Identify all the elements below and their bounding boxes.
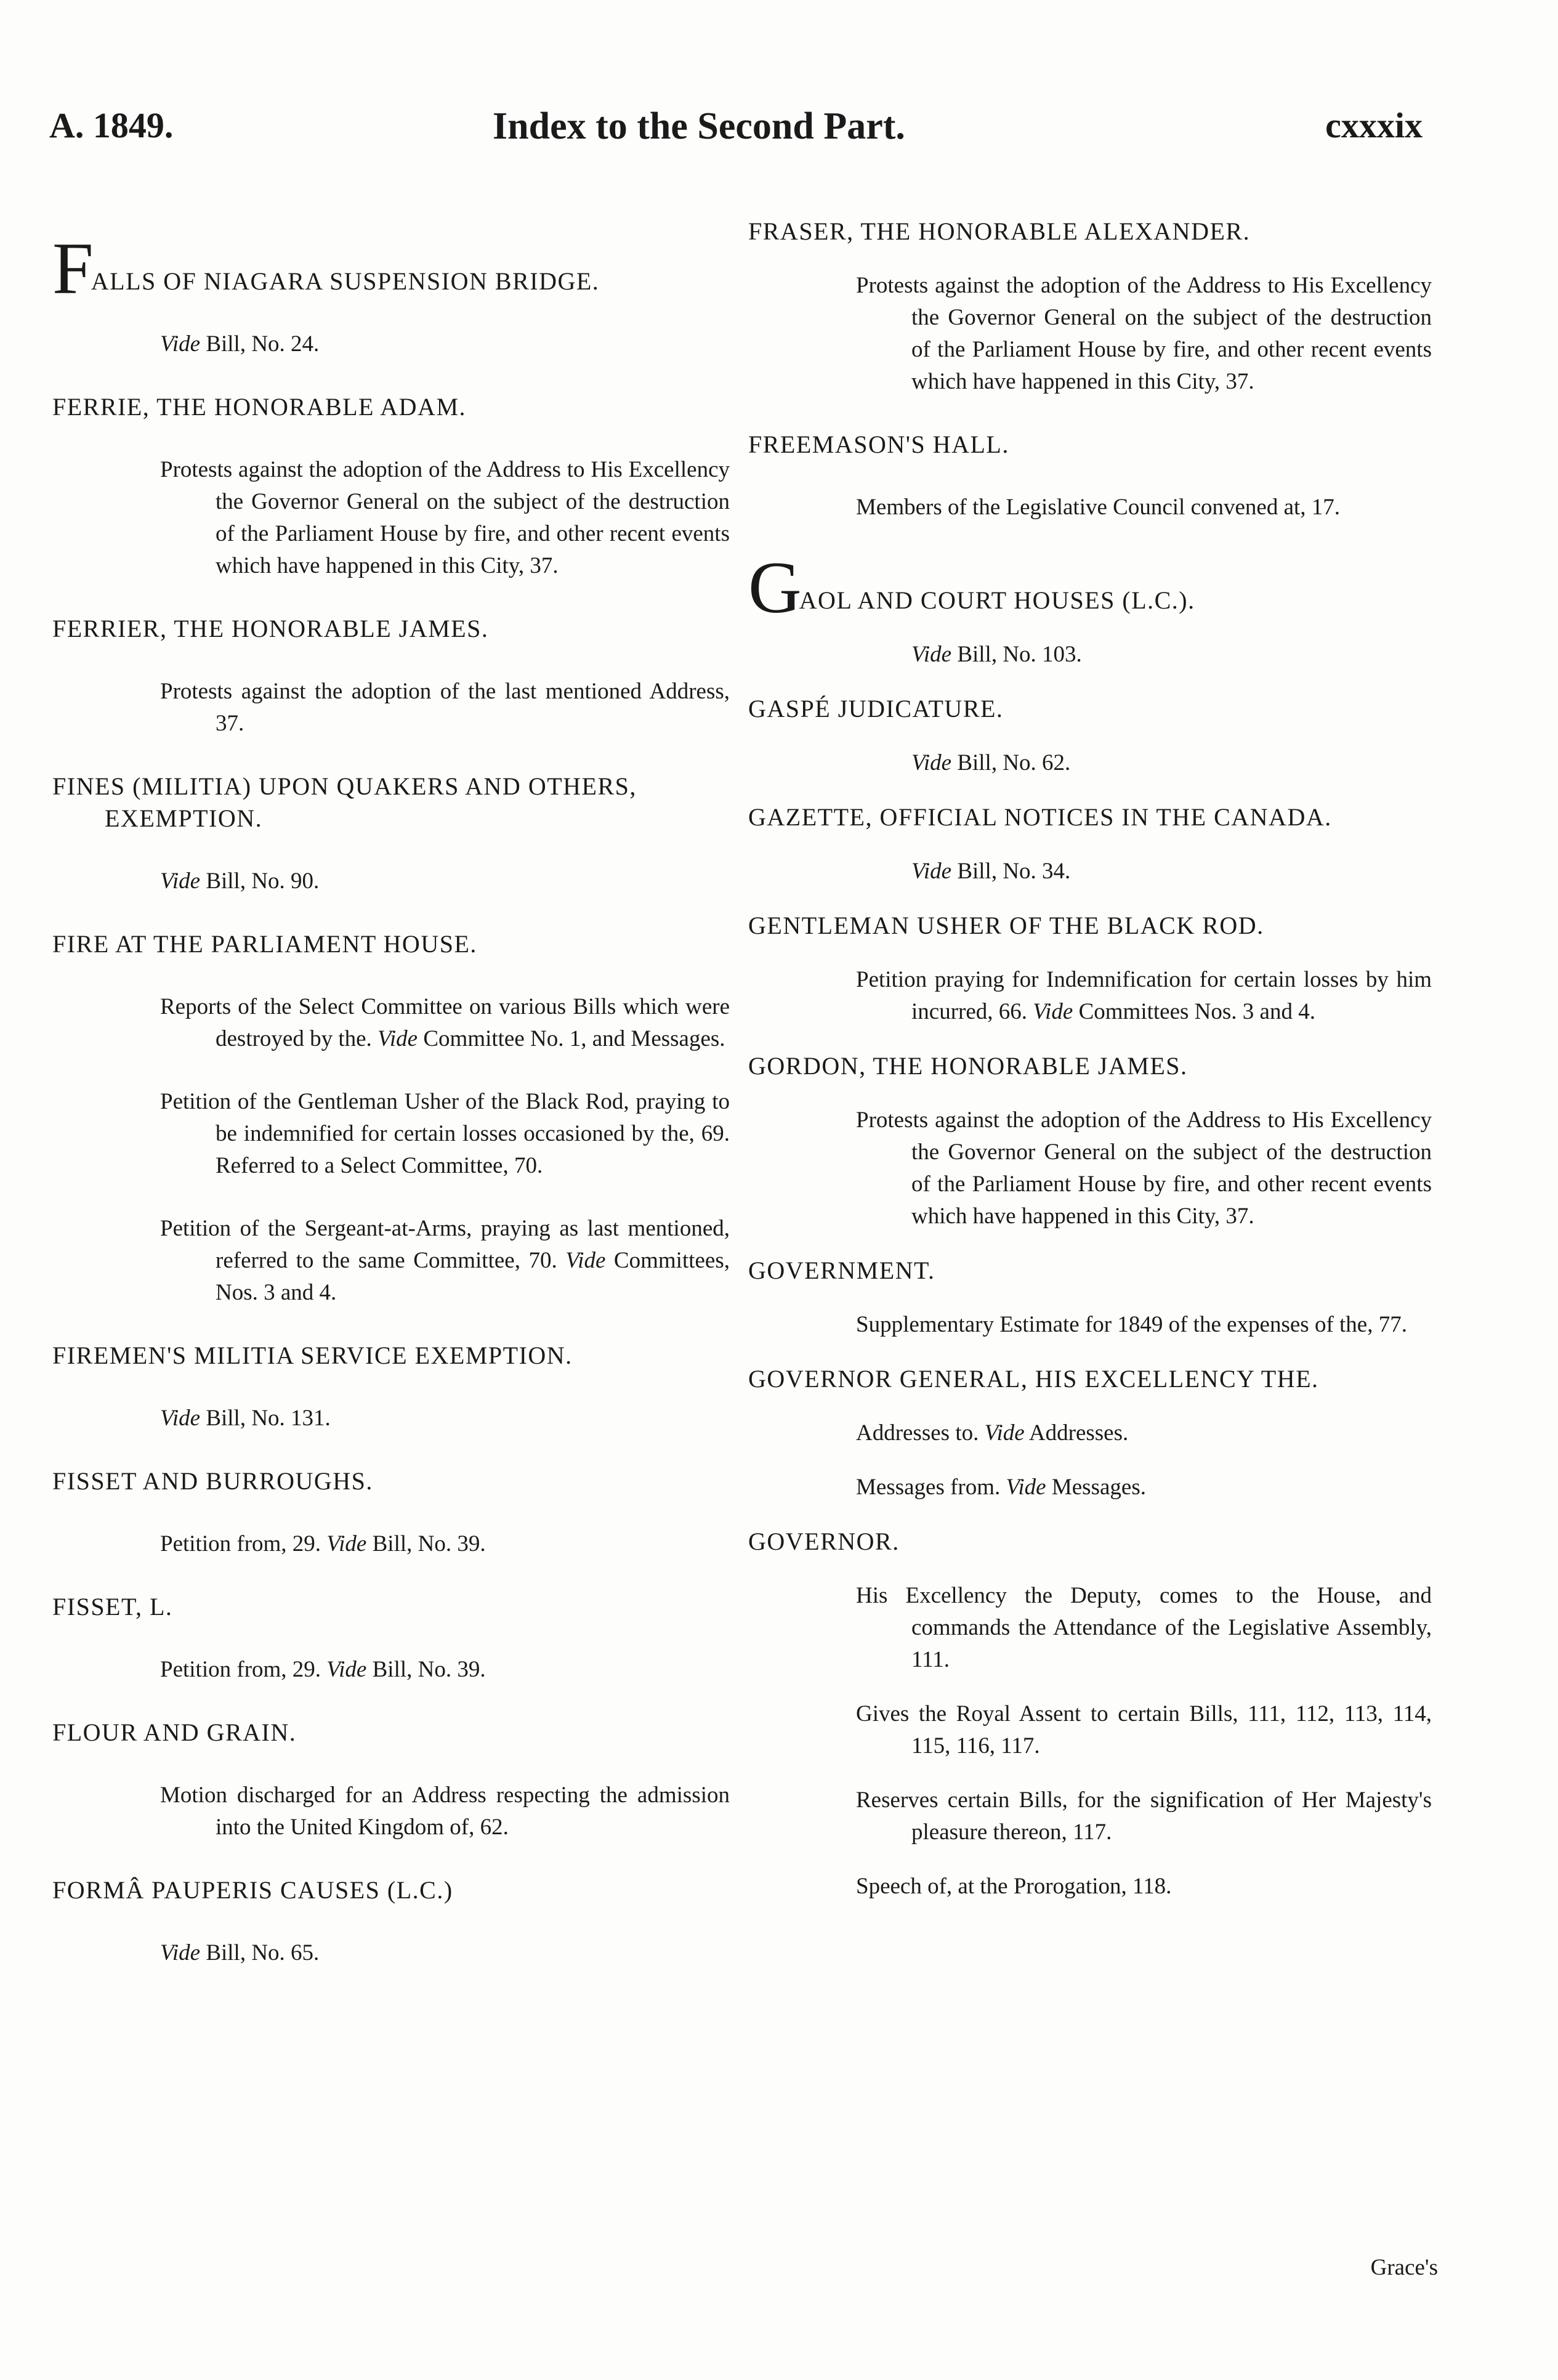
entry-text: Members of the Legislative Council convened at, 17.: [856, 495, 1341, 520]
entry-text: Protests against the adoption of the last mentioned Address, 37.: [160, 679, 730, 736]
entry-heading: FALLS OF NIAGARA SUSPENSION BRIDGE.: [52, 227, 600, 309]
entry-heading: FERRIE, THE HONORABLE ADAM.: [52, 393, 467, 421]
entry-heading: GORDON, THE HONORABLE JAMES.: [748, 1052, 1188, 1080]
entry-heading: FISSET AND BURROUGHS.: [52, 1467, 373, 1495]
entry-heading: FLOUR AND GRAIN.: [52, 1718, 297, 1746]
entry-text: Messages from. Vide Messages.: [856, 1475, 1146, 1500]
entry-text: Petition from, 29. Vide Bill, No. 39.: [160, 1657, 486, 1682]
entry-text: Vide Bill, No. 131.: [160, 1406, 331, 1431]
entry-heading: GAOL AND COURT HOUSES (L.C.).: [748, 546, 1195, 628]
entry-text: His Excellency the Deputy, comes to the House, and commands the Attendance of the Legislative Assembly, 111.: [856, 1583, 1432, 1672]
entry-heading: FIREMEN'S MILITIA SERVICE EXEMPTION.: [52, 1342, 573, 1369]
entry-text: Speech of, at the Prorogation, 118.: [856, 1874, 1172, 1899]
catchword: Grace's: [1370, 2255, 1438, 2280]
entry-heading: FIRE AT THE PARLIAMENT HOUSE.: [52, 930, 477, 958]
entry-text: Vide Bill, No. 24.: [160, 331, 320, 357]
entry-text: Petition of the Gentleman Usher of the Black Rod, praying to be indemnified for certain losses occasioned by the, 69. Referred to a Select Committee, 70.: [160, 1089, 730, 1178]
entry-heading: FISSET, L.: [52, 1593, 173, 1621]
entry-text: Vide Bill, No. 62.: [911, 750, 1071, 775]
entry-heading: GOVERNOR GENERAL, HIS EXCELLENCY THE.: [748, 1365, 1319, 1393]
entry-heading: GAZETTE, OFFICIAL NOTICES IN THE CANADA.: [748, 803, 1332, 831]
entry-heading: FRASER, THE HONORABLE ALEXANDER.: [748, 217, 1251, 245]
year: A. 1849.: [49, 105, 174, 145]
entry-heading: FORMÂ PAUPERIS CAUSES (L.C.): [52, 1876, 453, 1904]
entry-text: Vide Bill, No. 103.: [911, 642, 1082, 667]
entry-text: Protests against the adoption of the Address to His Excellency the Governor General on the subject of the destruction of the Parliament House by fire, and other recent events which have happened in this City, 37.: [856, 273, 1432, 394]
right-column: [748, 216, 1432, 1903]
entry-text: Reserves certain Bills, for the signification of Her Majesty's pleasure thereon, 117.: [856, 1787, 1432, 1845]
drop-cap: F: [52, 227, 94, 309]
entry-text: Vide Bill, No. 65.: [160, 1940, 320, 1965]
entry-heading: FREEMASON'S HALL.: [748, 431, 1009, 458]
entry-heading: GOVERNMENT.: [748, 1257, 935, 1284]
entry-text: Vide Bill, No. 90.: [160, 868, 320, 894]
entry-heading: FERRIER, THE HONORABLE JAMES.: [52, 615, 489, 642]
entry-heading: GENTLEMAN USHER OF THE BLACK ROD.: [748, 912, 1264, 939]
left-column: [52, 216, 730, 1969]
entry-heading: GOVERNOR.: [748, 1528, 900, 1555]
entry-text: Gives the Royal Assent to certain Bills, 111, 112, 113, 114, 115, 116, 117.: [856, 1701, 1432, 1759]
entry-text: Addresses to. Vide Addresses.: [856, 1420, 1129, 1446]
page-number: cxxxix: [1325, 105, 1423, 145]
entry-text: Vide Bill, No. 34.: [911, 859, 1071, 884]
page-header: [49, 105, 1423, 160]
entry-text: Protests against the adoption of the Address to His Excellency the Governor General on the subject of the destruction of the Parliament House by fire, and other recent events which have happened in this City, 37.: [856, 1107, 1432, 1229]
entry-text: Petition praying for Indemnification for certain losses by him incurred, 66. Vide Committees Nos. 3 and 4.: [856, 967, 1432, 1024]
entry-text: Protests against the adoption of the Address to His Excellency the Governor General on the subject of the destruction of the Parliament House by fire, and other recent events which have happened in this City, 37.: [160, 457, 730, 578]
entry-text: Motion discharged for an Address respecting the admission into the United Kingdom of, 62.: [160, 1783, 730, 1840]
page-title: Index to the Second Part.: [493, 105, 905, 147]
entry-text: Petition from, 29. Vide Bill, No. 39.: [160, 1531, 486, 1556]
entry-text: Petition of the Sergeant-at-Arms, praying as last mentioned, referred to the same Committee, 70. Vide Committees, Nos. 3 and 4.: [160, 1216, 730, 1305]
entry-heading: GASPÉ JUDICATURE.: [748, 695, 1004, 722]
entry-text: Supplementary Estimate for 1849 of the expenses of the, 77.: [856, 1312, 1407, 1337]
entry-heading: FINES (MILITIA) UPON QUAKERS AND OTHERS, EXEMPTION.: [52, 772, 637, 832]
drop-cap: G: [748, 546, 802, 628]
entry-text: Reports of the Select Committee on various Bills which were destroyed by the. Vide Committee No. 1, and Messages.: [160, 994, 730, 1051]
